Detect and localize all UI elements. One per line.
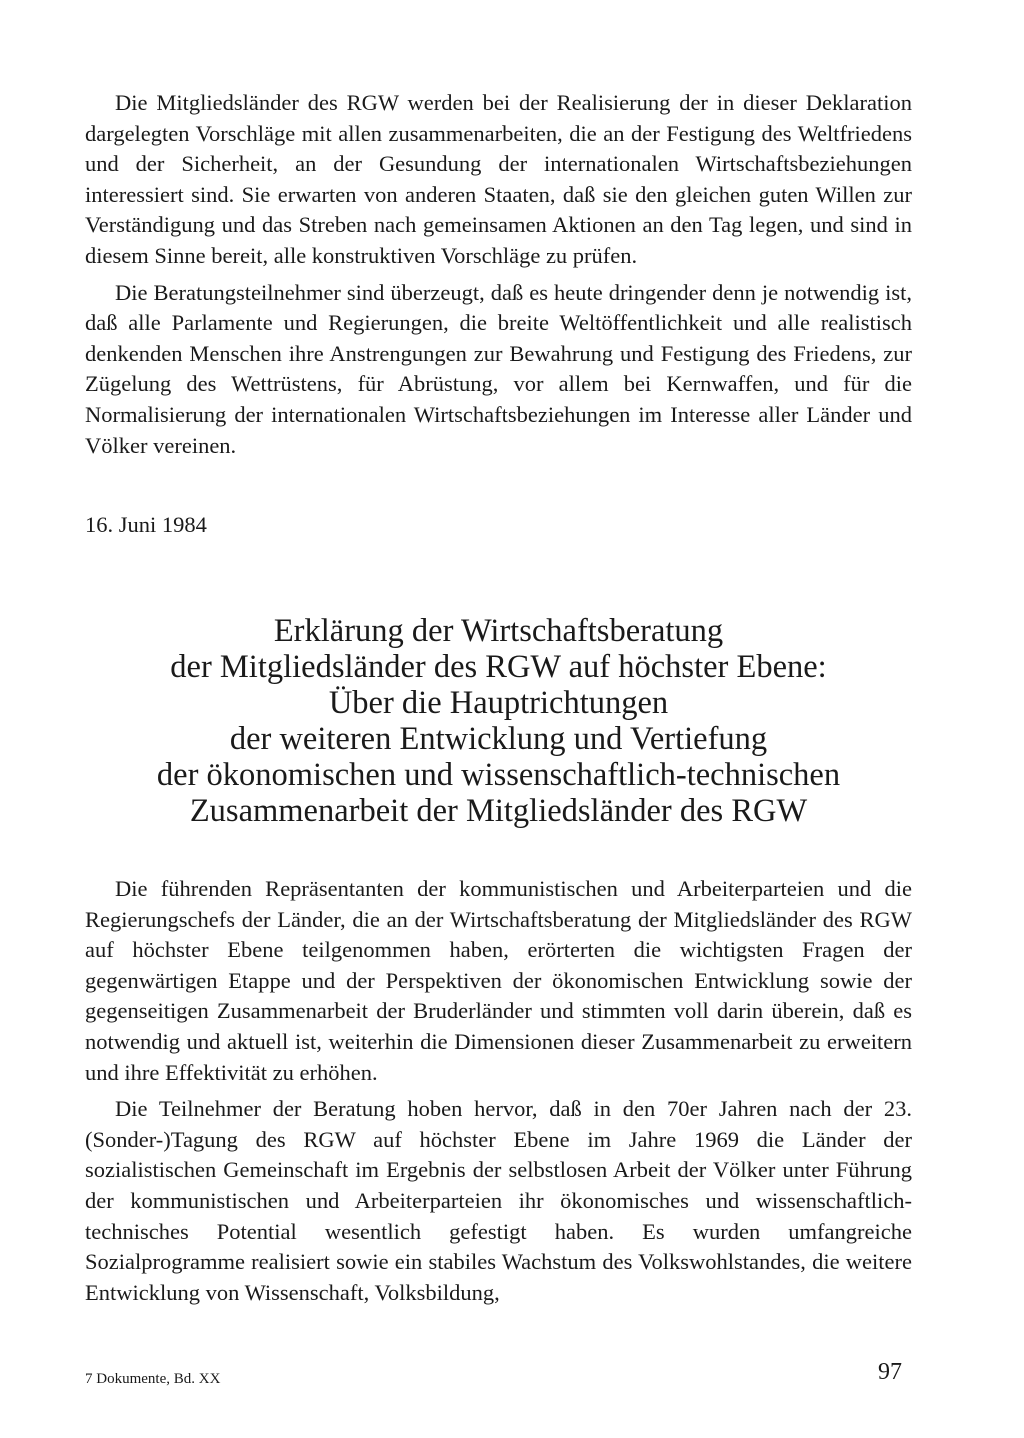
section-heading [85,613,912,829]
heading-line: der Mitgliedsländer des RGW auf höchster Ebene: [170,649,827,685]
heading-line: der weiteren Entwicklung und Vertiefung [229,721,768,757]
page-number: 97 [878,1359,902,1385]
heading-line: Über die Hauptrichtungen [328,685,669,721]
page-content [85,88,912,1305]
document-date: 16. Juni 1984 [85,512,207,537]
paragraph-participants-conviction: Die Beratungsteilnehmer sind überzeugt, daß es heute dringender denn je notwendig ist, daß alle Parlamente und Regierungen, die breite Weltöffentlichkeit und alle realistisch denkenden Menschen ihre Anstrengungen zur Bewahrung und Festigung des Friedens, zur Zügelung des Wettrüstens, für Abrüstung, vor allem bei Kernwaffen, und für die Normalisierung der internationalen Wirtschaftsbeziehungen im Interesse aller Länder und Völker vereinen. [85,279,912,458]
heading-line: Erklärung der Wirtschaftsberatung [273,613,724,649]
section-body [85,874,912,1314]
paragraph-leaders-discussion: Die führenden Repräsentanten der kommunistischen und Arbeiterparteien und die Regierungschefs der Länder, die an der Wirtschaftsberatung der Mitgliedsländer des RGW auf höchster Ebene teilgenommen haben, erörterten die wichtigsten Fragen der gegenwärtigen Etappe und der Perspektiven der ökonomischen Entwicklung sowie der gegenseitigen Zusammenarbeit der Bruderländer und stimmten voll darin überein, daß es notwendig und aktuell ist, weiterhin die Dimensionen dieser Zusammenarbeit zu erweitern und ihre Effektivität zu erhöhen. [85,876,912,1085]
paragraph-declaration-closing: Die Mitgliedsländer des RGW werden bei der Realisierung der in dieser Deklaration dargelegten Vorschläge mit allen zusammenarbeiten, die an der Festigung des Weltfriedens und der Sicherheit, an der Gesundung der internationalen Wirtschaftsbeziehungen interessiert sind. Sie erwarten von anderen Staaten, daß sie den gleichen guten Willen zur Verständigung und das Streben nach gemeinsamen Aktionen an den Tag legen, und sind in diesem Sinne bereit, alle konstruktiven Vorschläge zu prüfen. [85,90,912,268]
footer-source: 7 Dokumente, Bd. XX [85,1371,221,1387]
heading-line: Zusammenarbeit der Mitgliedsländer des RGW [189,793,808,829]
heading-line: der ökonomischen und wissenschaftlich-technischen [156,757,841,793]
paragraph-participants-highlight: Die Teilnehmer der Beratung hoben hervor, daß in den 70er Jahren nach der 23. (Sonder-)Tagung des RGW auf höchster Ebene im Jahre 1969 die Länder der sozialistischen Gemeinschaft im Ergebnis der selbstlosen Arbeit der Völker unter Führung der kommunistischen und Arbeiterparteien ihr ökonomisches und wissenschaftlich-technisches Potential wesentlich gefestigt haben. Es wurden umfangreiche Sozialprogramme realisiert sowie ein stabiles Wachstum des Volkswohlstandes, die weitere Entwicklung von Wissenschaft, Volksbildung, [85,1096,912,1305]
